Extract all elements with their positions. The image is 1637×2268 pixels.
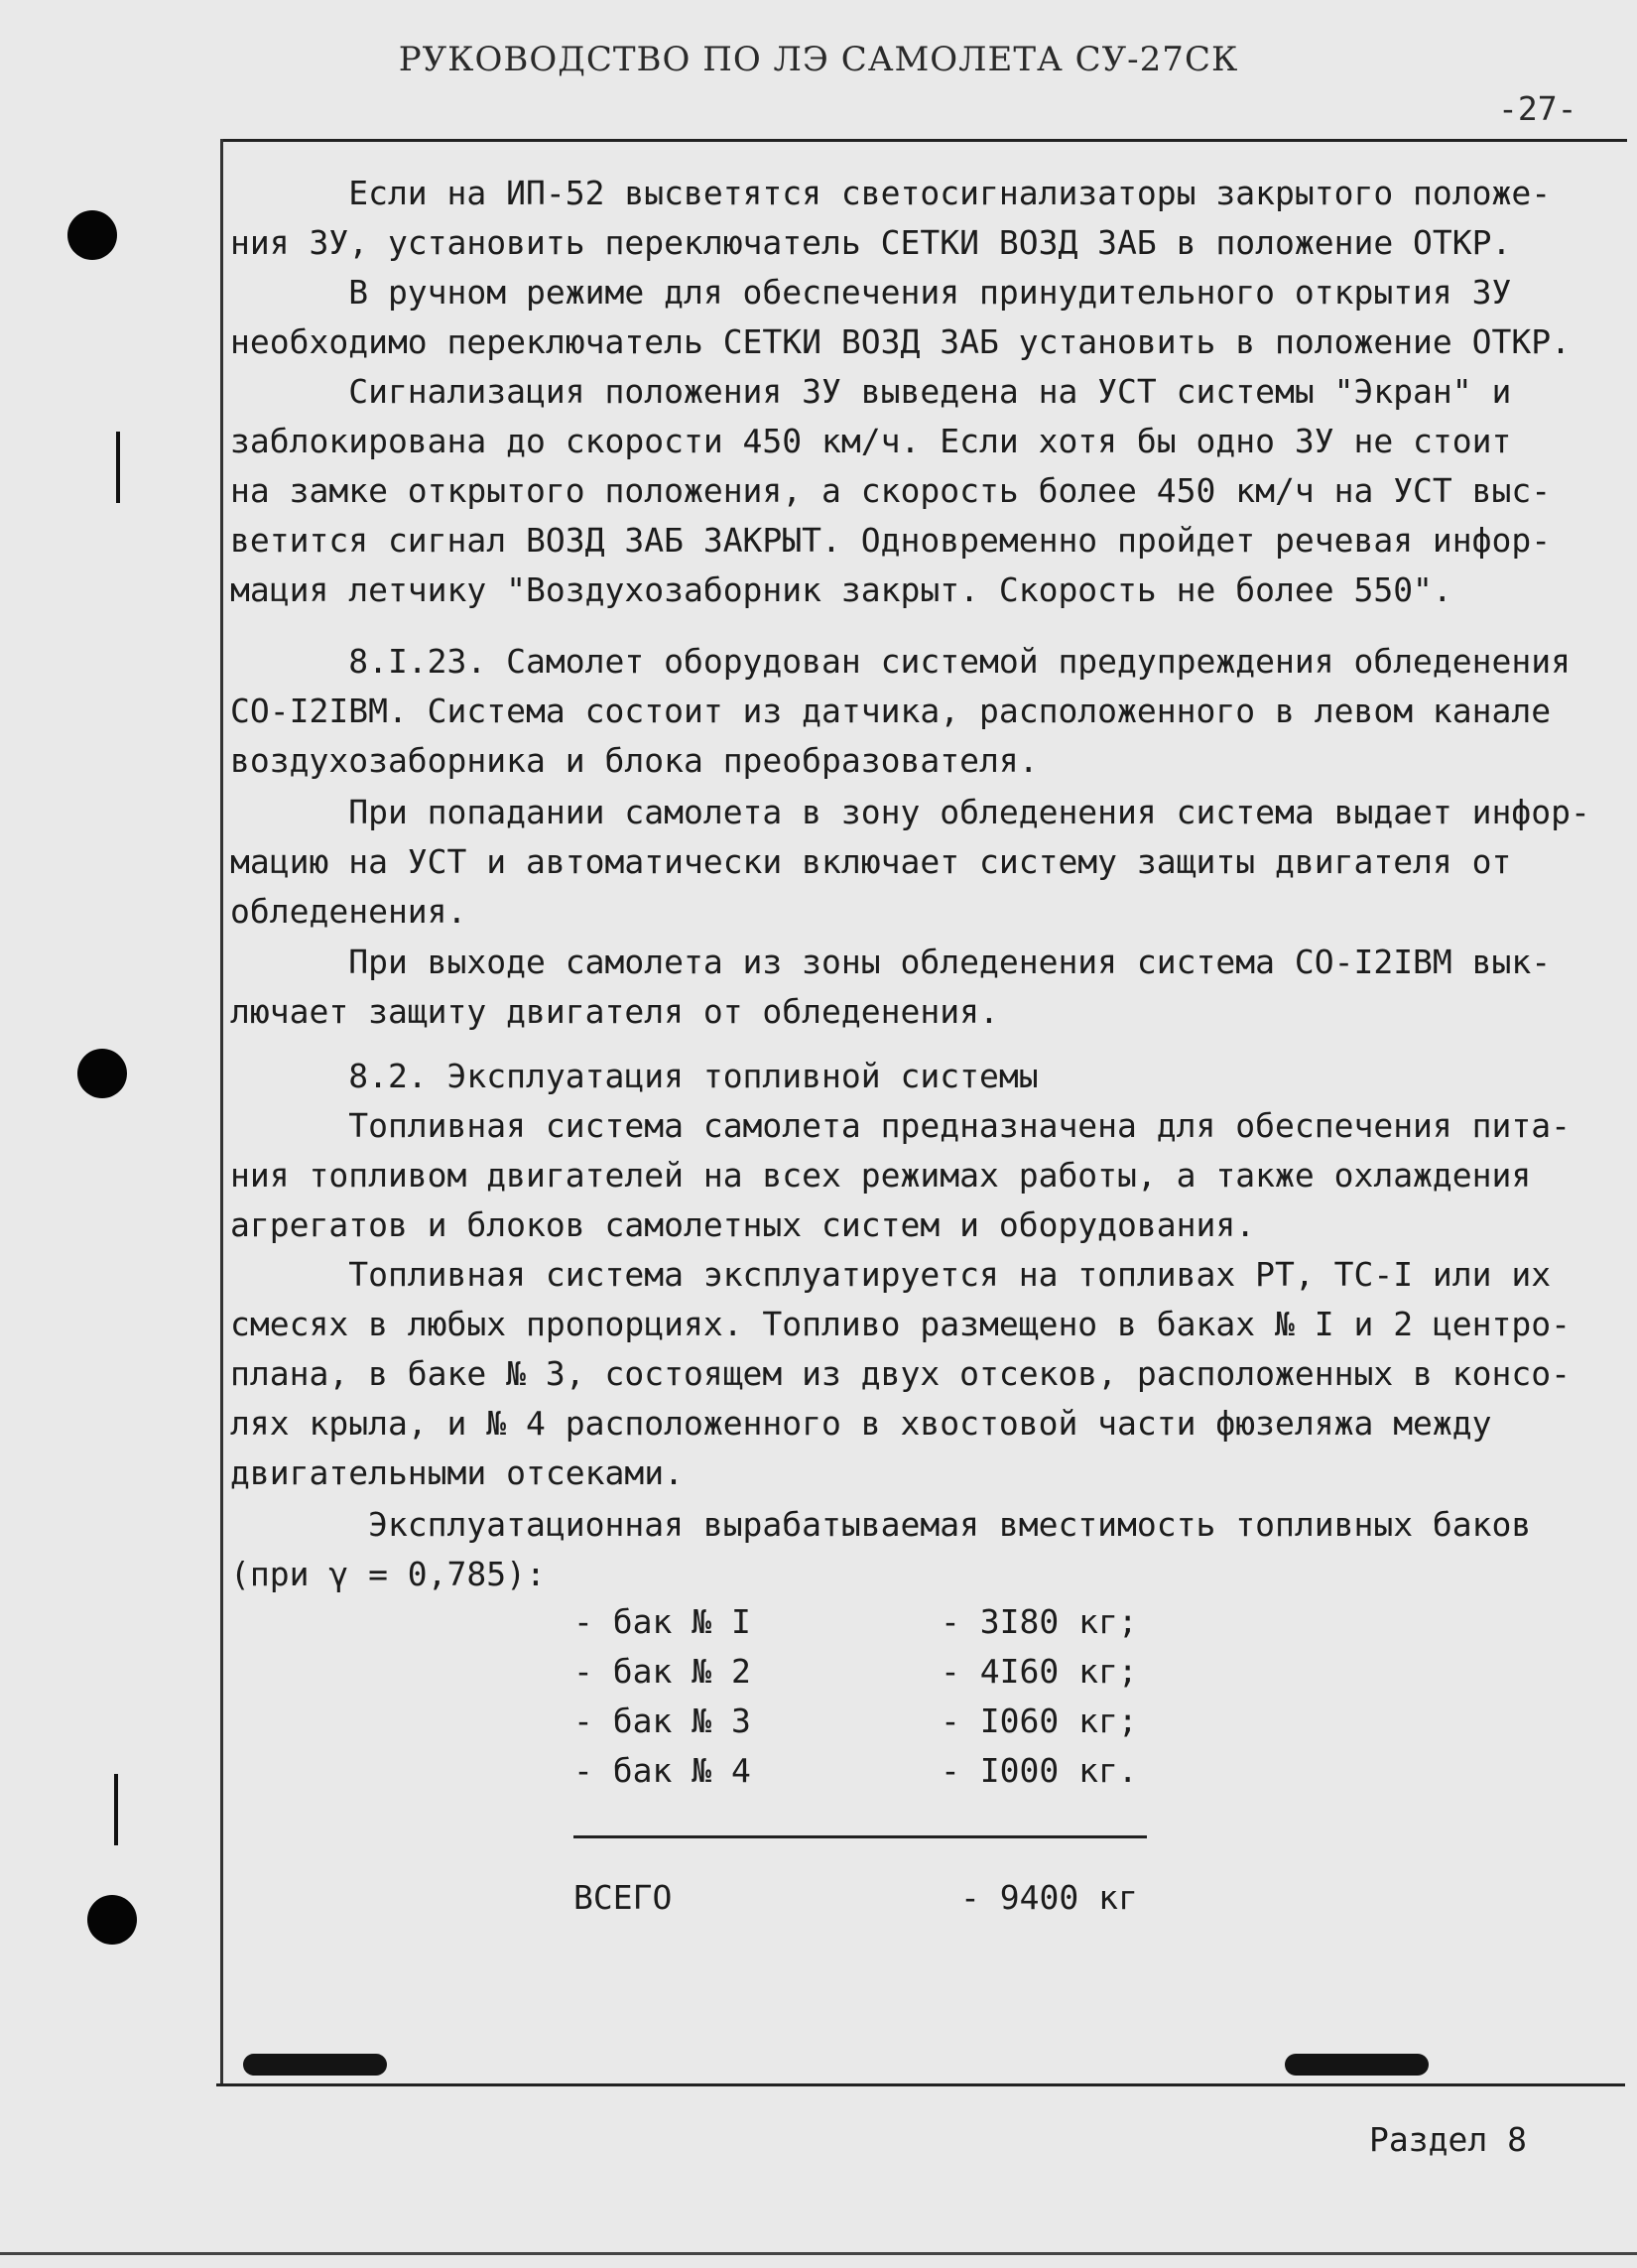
ink-smudge: [243, 2054, 387, 2076]
tank-label: - бак № 4: [573, 1751, 751, 1790]
text-line: Топливная система самолета предназначена для обеспечения пита-: [230, 1106, 1572, 1145]
tank-value: - 4I60 кг;: [941, 1652, 1138, 1691]
text-line: воздухозаборника и блока преобразователя.: [230, 741, 1039, 780]
text-line: на замке открытого положения, а скорость более 450 км/ч на УСТ выс-: [230, 471, 1552, 510]
text-line: необходимо переключатель СЕТКИ ВОЗД ЗАБ установить в положение ОТКР.: [230, 322, 1572, 361]
frame-bottom-rule: [216, 2083, 1625, 2086]
text-line: ветится сигнал ВОЗД ЗАБ ЗАКРЫТ. Одновременно пройдет речевая инфор-: [230, 521, 1552, 560]
binder-hole: [67, 210, 117, 260]
frame-top-rule: [220, 139, 1627, 142]
text-line: лючает защиту двигателя от обледенения.: [230, 992, 999, 1031]
text-line: Сигнализация положения ЗУ выведена на УСТ системы "Экран" и: [230, 372, 1512, 411]
margin-mark: [114, 1774, 118, 1845]
total-value: - 9400 кг: [960, 1878, 1138, 1917]
text-line: мация летчику "Воздухозаборник закрыт. Скорость не более 550".: [230, 570, 1452, 609]
binder-hole: [87, 1895, 137, 1945]
text-line: При выходе самолета из зоны обледенения система СО-I2IВМ вык-: [230, 943, 1552, 981]
text-line: 8.I.23. Самолет оборудован системой предупреждения обледенения: [230, 642, 1572, 681]
ink-smudge: [1285, 2054, 1429, 2076]
text-line: двигательными отсеками.: [230, 1453, 684, 1492]
tank-label: - бак № I: [573, 1602, 751, 1641]
text-line: плана, в баке № 3, состоящем из двух отсеков, расположенных в консо-: [230, 1354, 1572, 1393]
text-line: Топливная система эксплуатируется на топливах РТ, ТС-I или их: [230, 1255, 1552, 1294]
total-rule: [573, 1835, 1147, 1838]
text-line: (при γ = 0,785):: [230, 1555, 546, 1593]
text-line: обледенения.: [230, 892, 467, 931]
text-line: Эксплуатационная вырабатываемая вместимость топливных баков: [230, 1505, 1532, 1544]
text-line: В ручном режиме для обеспечения принудительного открытия ЗУ: [230, 273, 1512, 312]
section-heading: 8.2. Эксплуатация топливной системы: [230, 1057, 1039, 1095]
section-label: Раздел 8: [1369, 2120, 1527, 2159]
margin-mark: [116, 432, 120, 503]
text-line: агрегатов и блоков самолетных систем и оборудования.: [230, 1205, 1256, 1244]
text-line: СО-I2IВМ. Система состоит из датчика, расположенного в левом канале: [230, 692, 1552, 730]
text-line: лях крыла, и № 4 расположенного в хвостовой части фюзеляжа между: [230, 1404, 1492, 1443]
text-line: смесях в любых пропорциях. Топливо размещено в баках № I и 2 центро-: [230, 1305, 1572, 1343]
tank-label: - бак № 2: [573, 1652, 751, 1691]
tank-value: - I060 кг;: [941, 1701, 1138, 1740]
text-line: мацию на УСТ и автоматически включает систему защиты двигателя от: [230, 842, 1512, 881]
text-line: заблокирована до скорости 450 км/ч. Если хотя бы одно ЗУ не стоит: [230, 422, 1512, 460]
text-line: ния ЗУ, установить переключатель СЕТКИ ВОЗД ЗАБ в положение ОТКР.: [230, 223, 1512, 262]
text-line: При попадании самолета в зону обледенения система выдает инфор-: [230, 793, 1590, 831]
text-line: ния топливом двигателей на всех режимах работы, а также охлаждения: [230, 1156, 1532, 1195]
frame-left-rule: [220, 139, 223, 2083]
tank-value: - 3I80 кг;: [941, 1602, 1138, 1641]
text-line: Если на ИП-52 высветятся светосигнализаторы закрытого положе-: [230, 174, 1552, 212]
page-number: -27-: [1498, 89, 1577, 128]
bottom-rule: [0, 2252, 1637, 2255]
tank-label: - бак № 3: [573, 1701, 751, 1740]
tank-value: - I000 кг.: [941, 1751, 1138, 1790]
document-title: РУКОВОДСТВО ПО ЛЭ САМОЛЕТА СУ-27СК: [398, 40, 1239, 79]
total-label: ВСЕГО: [573, 1878, 673, 1917]
binder-hole: [77, 1049, 127, 1098]
